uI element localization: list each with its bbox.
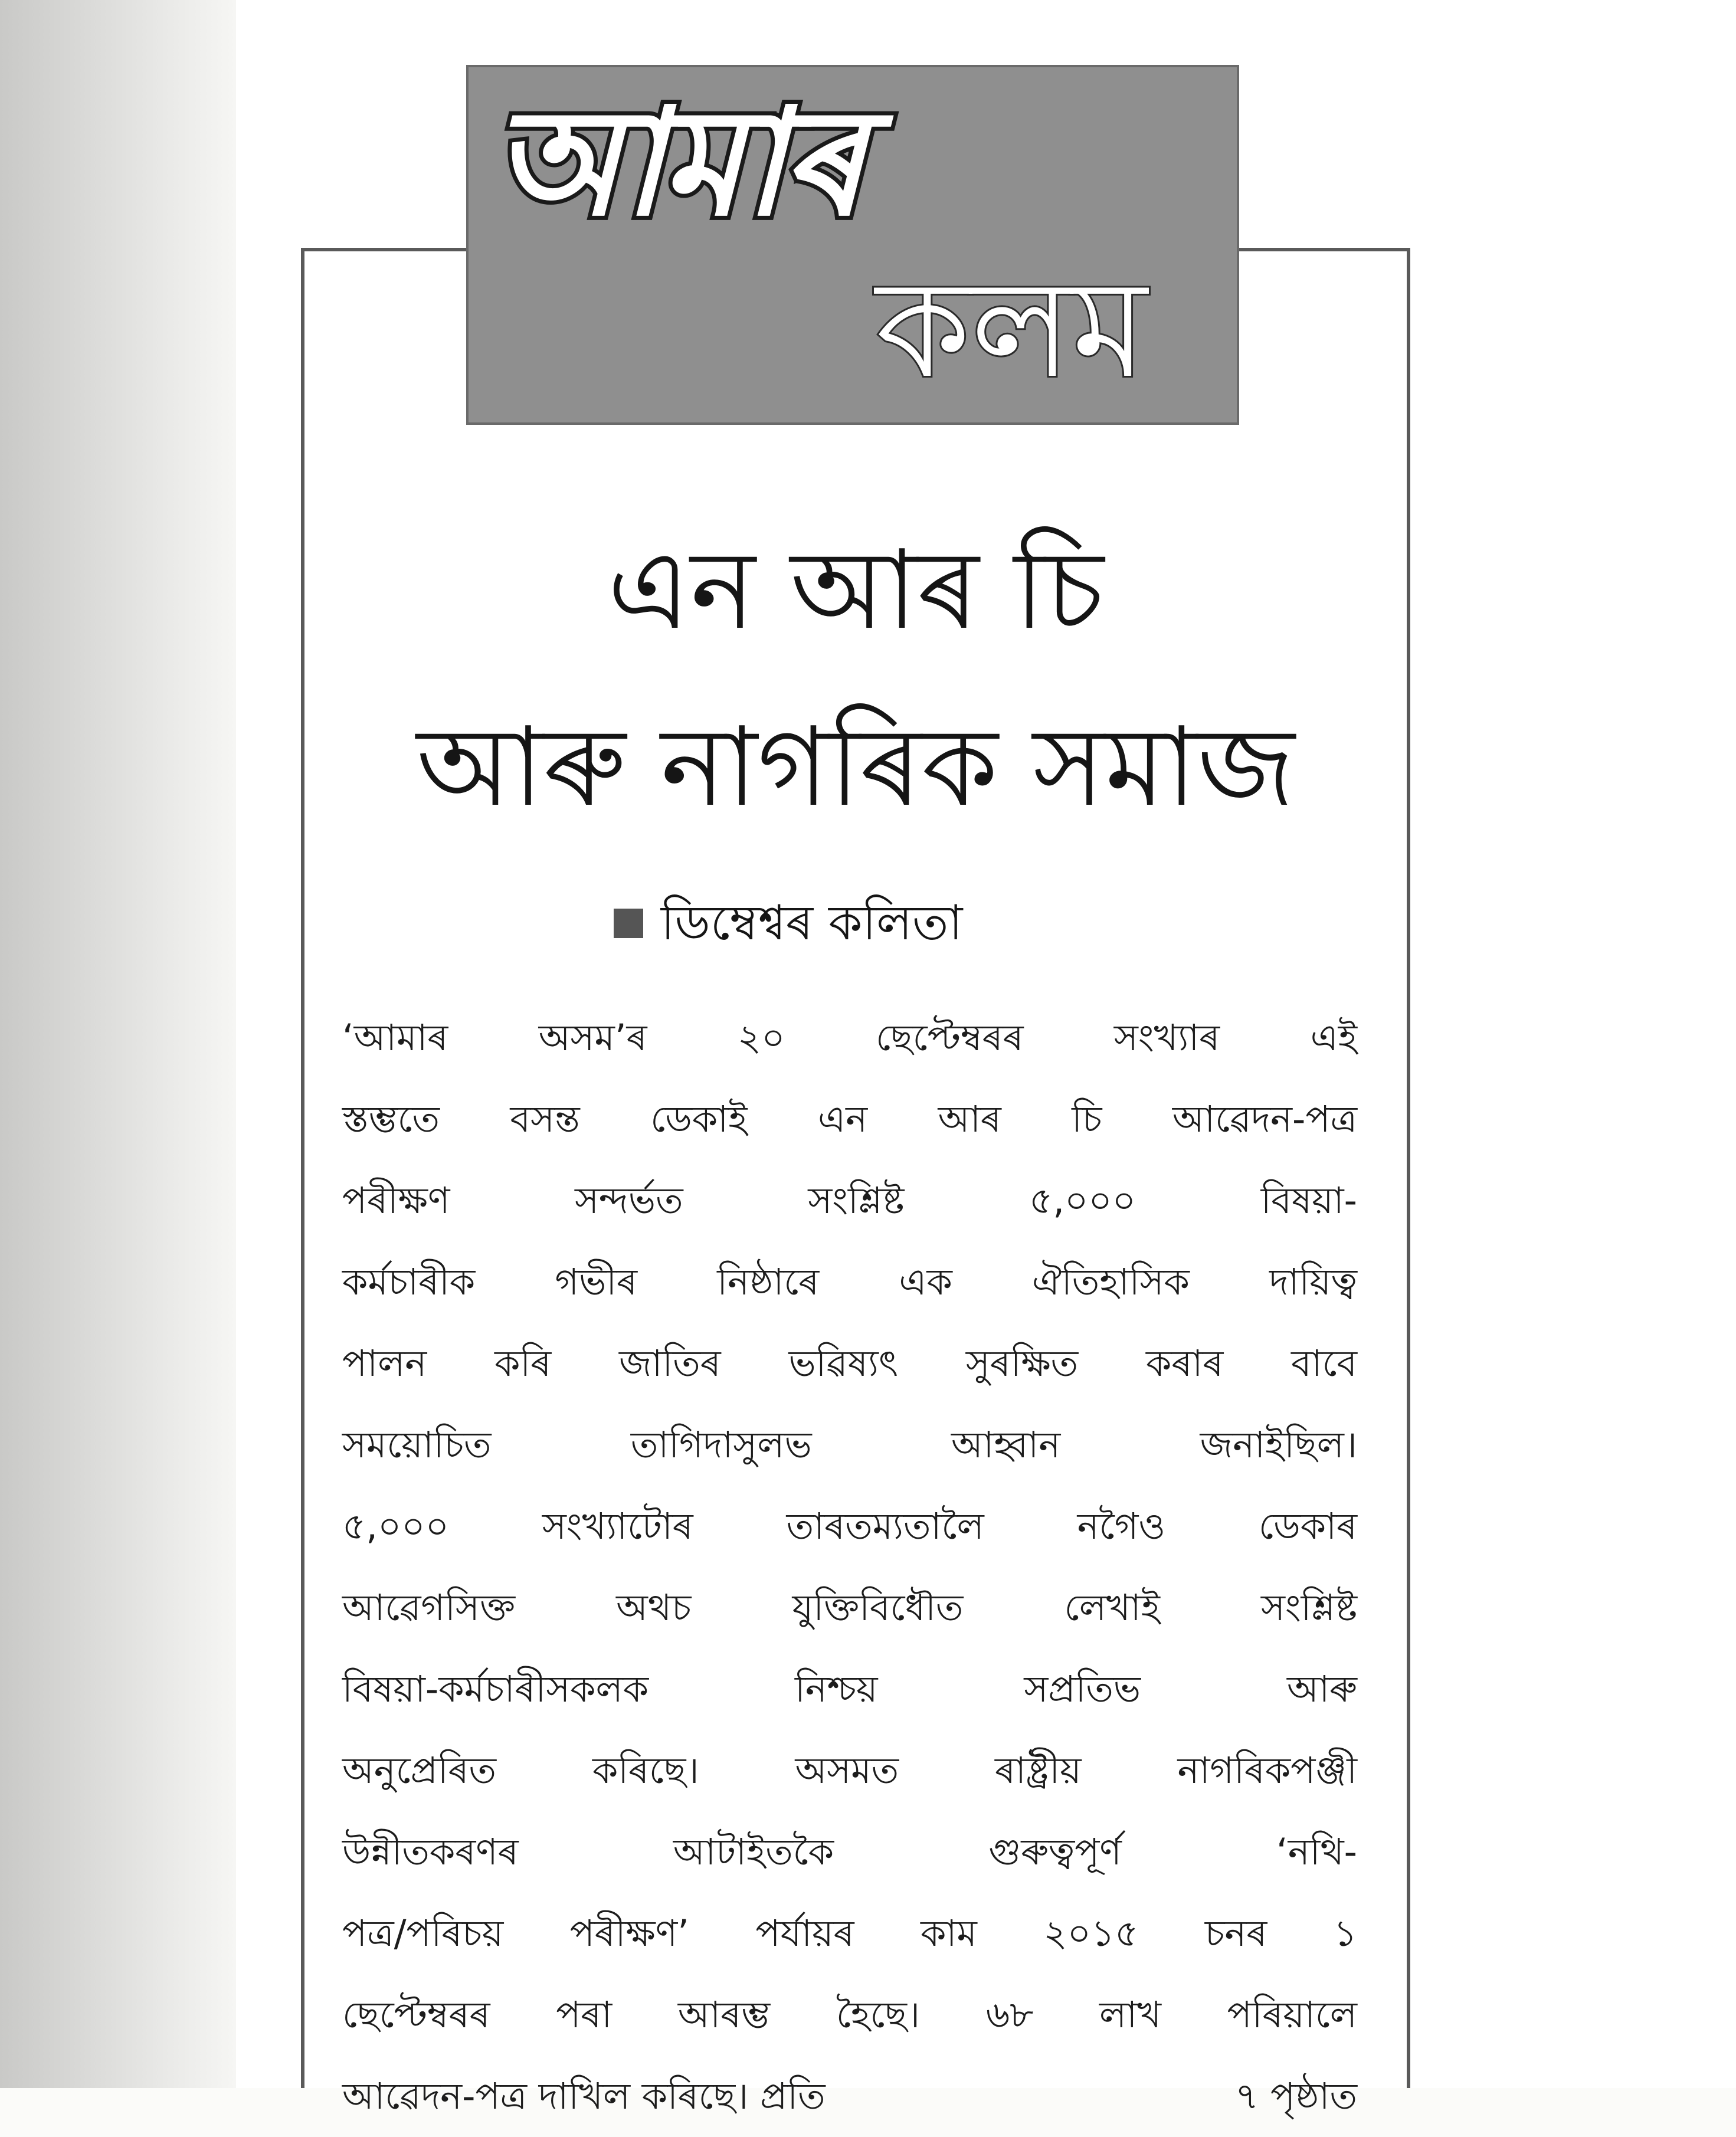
column-name-top: আমাৰ xyxy=(492,75,862,248)
body-line-text: আৱেদন-পত্ৰ দাখিল কৰিছে। প্ৰতি xyxy=(342,2074,826,2118)
scan-background xyxy=(0,0,236,2088)
continued-reference: ৭ পৃষ্ঠাত xyxy=(1235,2074,1357,2118)
body-line: পৰীক্ষণ সন্দৰ্ভত সংশ্লিষ্ট ৫,০০০ বিষয়া- xyxy=(342,1179,1357,1222)
body-line: ছেপ্টেম্বৰৰ পৰা আৰম্ভ হৈছে। ৬৮ লাখ পৰিয়ালে xyxy=(342,1993,1357,2036)
body-last-line xyxy=(342,2056,1357,2137)
headline-line-2: আৰু নাগৰিক সমাজ xyxy=(416,703,1295,831)
body-line: ‘আমাৰ অসম’ৰ ২০ ছেপ্টেম্বৰৰ সংখ্যাৰ এই xyxy=(342,1016,1357,1059)
column-name-bottom: কলম xyxy=(876,251,1147,408)
body-line: সময়োচিত তাগিদাসুলভ আহ্বান জনাইছিল। xyxy=(342,1423,1357,1466)
body-line: স্তম্ভতে বসন্ত ডেকাই এন আৰ চি আৱেদন-পত্ৰ xyxy=(342,1097,1357,1140)
body-line: কৰ্মচাৰীক গভীৰ নিষ্ঠাৰে এক ঐতিহাসিক দায়িত্ব xyxy=(342,1260,1357,1303)
body-line: বিষয়া-কৰ্মচাৰীসকলক নিশ্চয় সপ্ৰতিভ আৰু xyxy=(342,1667,1357,1710)
article-headline xyxy=(330,502,1381,856)
body-line: পত্ৰ/পৰিচয় পৰীক্ষণ’ পৰ্যায়ৰ কাম ২০১৫ চনৰ ১ xyxy=(342,1912,1357,1955)
column-banner xyxy=(466,65,1239,425)
body-line: ৫,০০০ সংখ্যাটোৰ তাৰতম্যতালৈ নগৈও ডেকাৰ xyxy=(342,1505,1357,1548)
square-bullet-icon xyxy=(614,909,643,938)
body-line: আৱেগসিক্ত অথচ যুক্তিবিধৌত লেখাই সংশ্লিষ্ট xyxy=(342,1586,1357,1629)
body-line: অনুপ্ৰেৰিত কৰিছে। অসমত ৰাষ্ট্ৰীয় নাগৰিকপঞ্জী xyxy=(342,1749,1357,1792)
body-line: পালন কৰি জাতিৰ ভৱিষ্যৎ সুৰক্ষিত কৰাৰ বাবে xyxy=(342,1342,1357,1385)
body-line: উন্নীতকৰণৰ আটাইতকৈ গুৰুত্বপূৰ্ণ ‘নথি- xyxy=(342,1830,1357,1873)
byline xyxy=(614,885,962,962)
headline-line-1: এন আৰ চি xyxy=(607,526,1104,654)
author-name: ডিম্বেশ্বৰ কলিতা xyxy=(661,895,963,951)
article-body xyxy=(342,997,1357,2118)
